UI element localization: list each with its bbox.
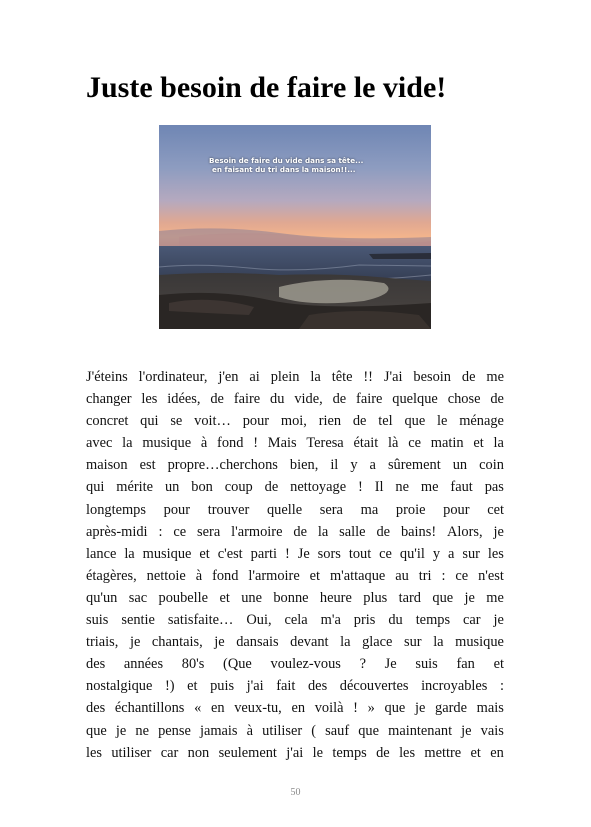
- text-line: maison est propre…cherchons bien, il y a sûrement un coin: [86, 457, 504, 474]
- text-line: changer les idées, de faire du vide, de faire quelque chose de: [86, 391, 504, 408]
- photo-caption: [209, 156, 419, 174]
- text-line: longtemps pour trouver quelle sera ma proie pour cet: [86, 501, 504, 518]
- text-line: après-midi : ce sera l'armoire de la salle de bains! Alors, je: [86, 523, 504, 540]
- text-line: les utiliser car non seulement j'ai le temps de les mettre et en: [86, 744, 504, 761]
- text-line: triais, je chantais, je dansais devant la glace sur la musique: [86, 634, 504, 651]
- text-line: des échantillons « en veux-tu, en voilà ! » que je garde mais: [86, 700, 504, 717]
- text-line: J'éteins l'ordinateur, j'en ai plein la tête !! J'ai besoin de me: [86, 369, 504, 385]
- body-paragraph: [86, 366, 504, 764]
- text-line: suis sentie satisfaite… Oui, cela m'a pris du temps car je: [86, 612, 504, 629]
- text-line: que je ne pense jamais à utiliser ( sauf que maintenant je vais: [86, 722, 504, 739]
- text-line: concret qui se voit… pour moi, rien de tel que le ménage: [86, 413, 504, 430]
- text-line: avec la musique à fond ! Mais Teresa était là ce matin et la: [86, 435, 504, 452]
- text-line: nostalgique !) et puis j'ai fait des découvertes incroyables :: [86, 678, 504, 695]
- text-line: étagères, nettoie à fond l'armoire et m'attaque au tri : ce n'est: [86, 567, 504, 584]
- caption-line: Besoin de faire du vide dans sa tête...: [209, 156, 364, 165]
- text-line: qui mérite un bon coup de nettoyage ! Il ne me faut pas: [86, 479, 504, 496]
- text-line: des années 80's (Que voulez-vous ? Je suis fan et: [86, 656, 504, 673]
- page-title: Juste besoin de faire le vide!: [86, 71, 447, 104]
- text-line: lance la musique et c'est parti ! Je sors tout ce qu'il y a sur les: [86, 545, 504, 562]
- caption-line: en faisant du tri dans la maison!!...: [212, 165, 356, 174]
- text-line: qu'un sac poubelle et une bonne heure plus tard que je me: [86, 589, 504, 606]
- sunset-seascape-photo: [159, 125, 431, 329]
- page-number: 50: [290, 787, 301, 798]
